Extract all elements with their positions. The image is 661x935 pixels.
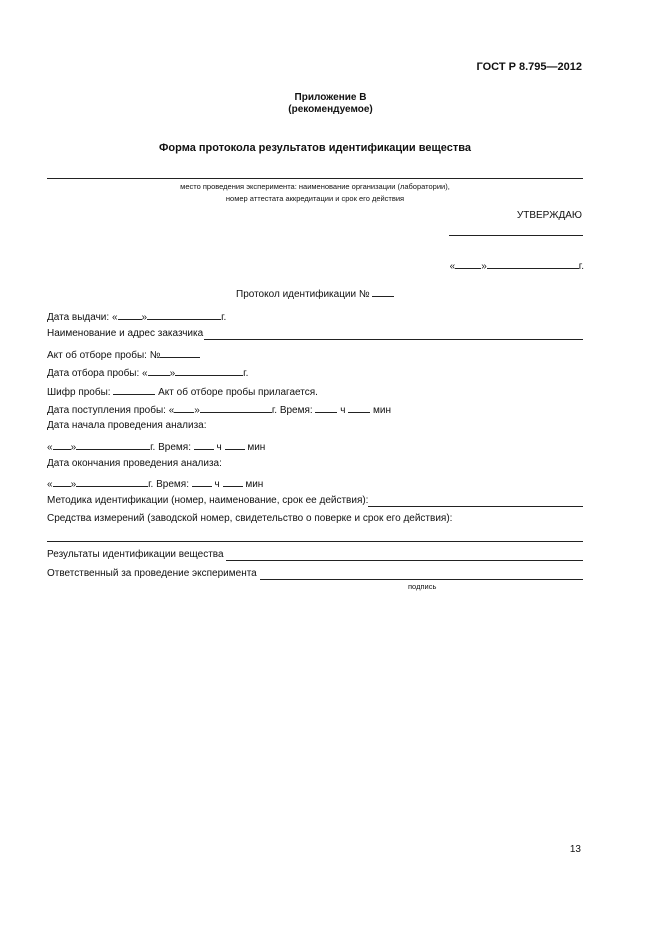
year-suffix: г. [578,261,584,272]
method-line [368,506,583,507]
quote-close: » [194,405,200,416]
minutes-unit: мин [245,479,264,490]
instruments-label: Средства измерений (заводской номер, свидетельство о поверке и срок его действия): [47,513,453,524]
blank [113,384,155,395]
quote-open: « [47,442,53,453]
sampling-date-label: Дата отбора пробы: « [47,368,148,379]
minutes-blank [348,402,370,413]
sample-code-row [47,384,318,398]
year-suffix: г. [243,368,249,379]
results-line [226,560,583,561]
minutes-blank [225,439,245,450]
time-label: г. Время: [271,405,313,416]
year-suffix: г. [221,312,227,323]
start-date-row [47,439,265,453]
blank [160,347,200,358]
approve-signature-line [449,235,583,236]
quote-open: « [47,479,53,490]
blank [174,402,194,413]
method-row [47,495,368,506]
quote-close: » [70,442,77,453]
annex-subtitle: (рекомендуемое) [288,104,373,115]
protocol-number-blank [372,286,394,297]
minutes-blank [223,476,243,487]
annex-title: Приложение В [294,92,367,103]
start-label: Дата начала проведения анализа: [47,420,207,431]
hours-blank [315,402,337,413]
sample-code-tail: Акт об отборе пробы прилагается. [158,387,318,398]
approve-date [450,258,584,272]
end-label: Дата окончания проведения анализа: [47,458,222,469]
sampling-act-label: Акт об отборе пробы: № [47,350,161,361]
results-label: Результаты идентификации вещества [47,549,224,560]
hours-unit: ч [214,479,220,490]
instruments-row [47,513,452,524]
blank [148,365,170,376]
hours-unit: ч [340,405,346,416]
quote-close: » [481,261,487,272]
method-label: Методика идентификации (номер, наименование, срок ее действия): [47,495,369,506]
customer-row [47,328,203,339]
results-row [47,549,224,560]
form-title: Форма протокола результатов идентификации вещества [159,142,471,154]
place-caption-line1: место проведения эксперимента: наименование организации (лаборатории), [180,182,450,191]
protocol-title [236,286,394,300]
customer-label: Наименование и адрес заказчика [47,328,204,339]
blank [53,476,71,487]
hours-unit: ч [216,442,222,453]
page-number: 13 [569,844,581,855]
receipt-date-label: Дата поступления пробы: « [47,405,175,416]
blank [53,439,71,450]
hours-blank [192,476,212,487]
responsible-line [260,579,583,580]
approve-label: УТВЕРЖДАЮ [516,210,582,221]
responsible-row [47,568,257,579]
minutes-unit: мин [373,405,392,416]
blank [200,402,272,413]
instruments-line [47,541,583,542]
month-blank [487,258,579,269]
time-label: г. Время: [150,442,191,453]
issue-date-label: Дата выдачи: « [47,312,118,323]
protocol-title-text: Протокол идентификации № [236,289,370,300]
standard-designation: ГОСТ Р 8.795—2012 [476,61,582,73]
time-label: г. Время: [148,479,189,490]
place-caption-line2: номер аттестата аккредитации и срок его действия [225,194,405,203]
blank [76,476,148,487]
quote-close: » [141,312,148,323]
issue-date-row [47,309,226,323]
signature-caption: подпись [408,582,437,591]
end-date-row [47,476,263,490]
sampling-date-row [47,365,248,379]
customer-line [204,339,583,340]
blank [76,439,150,450]
quote-close: » [70,479,77,490]
hours-blank [194,439,214,450]
day-blank [455,258,481,269]
receipt-date-row [47,402,391,416]
start-date-label-row [47,420,207,431]
quote-open: « [449,261,456,272]
responsible-label: Ответственный за проведение эксперимента [47,568,257,579]
blank [147,309,221,320]
place-line [47,178,583,179]
quote-close: » [169,368,176,379]
end-date-label-row [47,458,222,469]
blank [118,309,142,320]
blank [175,365,243,376]
sample-code-label: Шифр пробы: [47,387,111,398]
minutes-unit: мин [247,442,266,453]
sampling-act-row [47,347,200,361]
